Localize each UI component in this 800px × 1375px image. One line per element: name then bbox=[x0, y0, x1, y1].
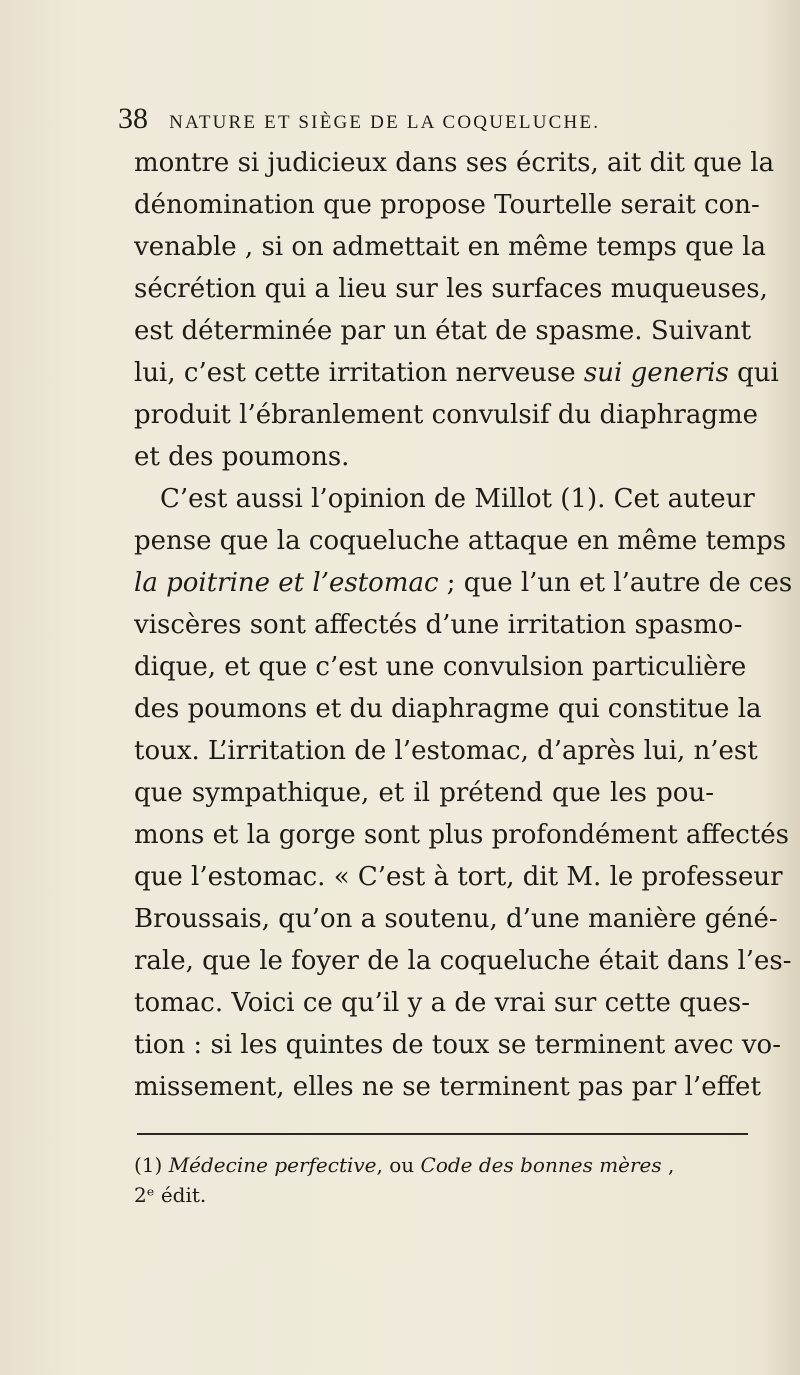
italic-title: Médecine perfective bbox=[168, 1153, 377, 1177]
body-text bbox=[134, 142, 793, 1108]
text-line: toux. L’irritation de l’estomac, d’après lui, n’est bbox=[134, 736, 758, 766]
footnote-divider bbox=[137, 1133, 748, 1135]
page-number: 38 bbox=[118, 102, 148, 135]
text-line: missement, elles ne se terminent pas par l’effet bbox=[134, 1072, 761, 1102]
text-line: dique, et que c’est une convulsion particulière bbox=[134, 652, 747, 682]
text-line: montre si judicieux dans ses écrits, ait dit que la bbox=[134, 148, 775, 178]
text-line: pense que la coqueluche attaque en même temps bbox=[134, 526, 787, 556]
footnote bbox=[134, 1150, 754, 1210]
text-line: la poitrine et l’estomac ; que l’un et l’autre de ces bbox=[134, 568, 793, 598]
page-header bbox=[118, 102, 718, 142]
text-line: que sympathique, et il prétend que les pou- bbox=[134, 778, 714, 808]
footnote-line: 2ᵉ édit. bbox=[134, 1183, 207, 1207]
text-line: venable , si on admettait en même temps que la bbox=[134, 232, 766, 262]
text-line: produit l’ébranlement convulsif du diaphragme bbox=[134, 400, 758, 430]
text-line: rale, que le foyer de la coqueluche était dans l’es- bbox=[134, 946, 792, 976]
text-line: lui, c’est cette irritation nerveuse sui generis qui bbox=[134, 358, 779, 388]
text-line: mons et la gorge sont plus profondément affectés bbox=[134, 820, 790, 850]
text-line: est déterminée par un état de spasme. Suivant bbox=[134, 316, 752, 346]
italic-title: Code des bonnes mères bbox=[420, 1153, 662, 1177]
text-line: que l’estomac. « C’est à tort, dit M. le professeur bbox=[134, 862, 783, 892]
text-line: viscères sont affectés d’une irritation spasmo- bbox=[134, 610, 743, 640]
italic-term: la poitrine et l’estomac bbox=[134, 568, 439, 598]
text-line: tomac. Voici ce qu’il y a de vrai sur cette ques- bbox=[134, 988, 751, 1018]
text-line: tion : si les quintes de toux se terminent avec vo- bbox=[134, 1030, 781, 1060]
text-line: des poumons et du diaphragme qui constitue la bbox=[134, 694, 762, 724]
italic-term: sui generis bbox=[583, 358, 729, 388]
text-line: C’est aussi l’opinion de Millot (1). Cet auteur bbox=[160, 484, 755, 514]
text-line: Broussais, qu’on a soutenu, d’une manière géné- bbox=[134, 904, 778, 934]
text-line: dénomination que propose Tourtelle serait con- bbox=[134, 190, 760, 220]
text-line: et des poumons. bbox=[134, 442, 350, 472]
text-line: sécrétion qui a lieu sur les surfaces muqueuses, bbox=[134, 274, 768, 304]
footnote-line: (1) Médecine perfective, ou Code des bonnes mères , bbox=[134, 1153, 675, 1177]
running-head: NATURE ET SIÈGE DE LA COQUELUCHE. bbox=[169, 112, 601, 133]
